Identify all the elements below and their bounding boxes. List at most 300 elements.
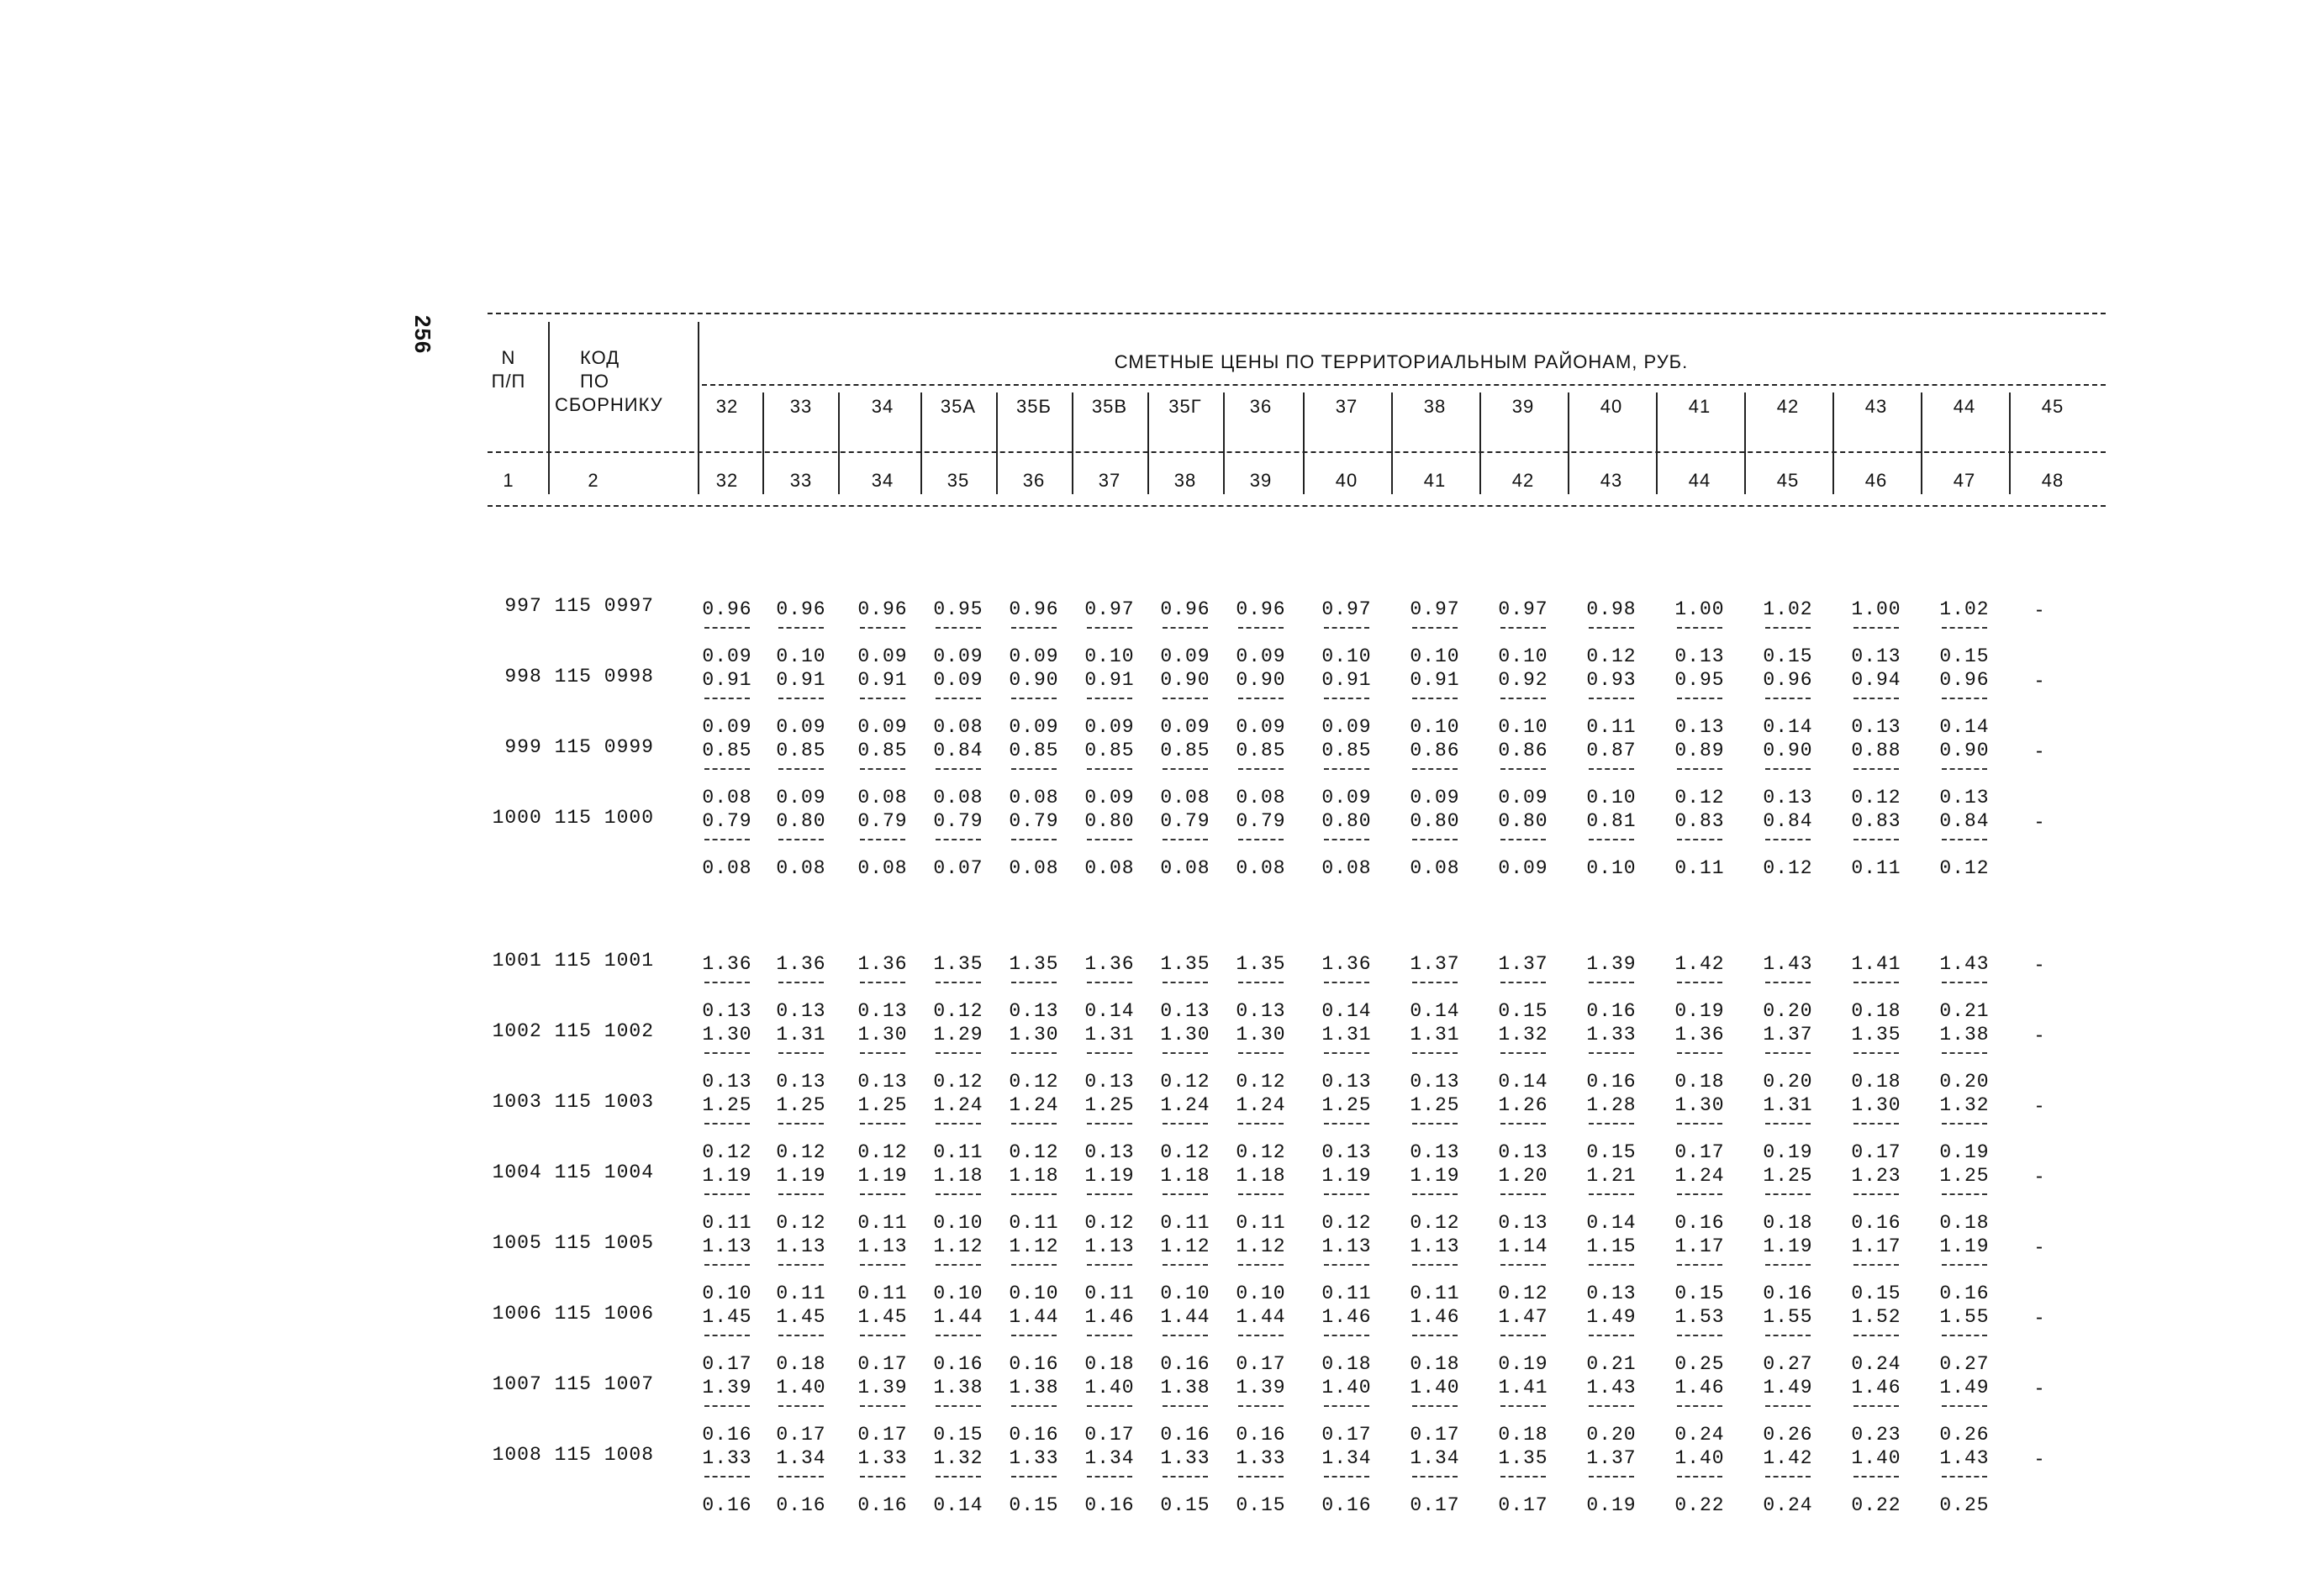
price-value: 1.33 xyxy=(1236,1447,1286,1469)
fraction-bar xyxy=(778,982,824,983)
district-header: 43 xyxy=(1864,396,1888,417)
price-value: 0.85 xyxy=(1160,740,1210,761)
fraction-bar xyxy=(1765,698,1811,699)
divisor-value: 0.13 xyxy=(1498,1212,1548,1234)
divisor-value: 0.12 xyxy=(1939,857,1990,879)
fraction-bar xyxy=(778,1123,824,1125)
divisor-value: 0.09 xyxy=(1321,787,1372,809)
column-number: 45 xyxy=(1776,470,1800,491)
fraction-bar xyxy=(778,698,824,699)
price-value: 1.36 xyxy=(1084,953,1135,975)
price-value: 0.85 xyxy=(1084,740,1135,761)
divisor-value: 0.17 xyxy=(1236,1353,1286,1375)
divisor-value: 0.12 xyxy=(1763,857,1813,879)
district-header: 44 xyxy=(1953,396,1976,417)
divisor-value: 0.15 xyxy=(933,1424,983,1446)
district-header: 34 xyxy=(871,396,894,417)
price-value: 1.33 xyxy=(1160,1447,1210,1469)
divisor-value: 0.09 xyxy=(1084,787,1135,809)
fraction-bar xyxy=(1163,1264,1208,1266)
divisor-value: 0.18 xyxy=(1851,1071,1901,1093)
column-number: 33 xyxy=(789,470,813,491)
fraction-bar xyxy=(1765,1052,1811,1054)
price-value: 1.19 xyxy=(1084,1165,1135,1187)
price-value: 1.31 xyxy=(1763,1094,1813,1116)
price-value: 0.85 xyxy=(1236,740,1286,761)
price-value: 1.35 xyxy=(1498,1447,1548,1469)
price-value: 1.33 xyxy=(1009,1447,1059,1469)
divisor-value: 0.14 xyxy=(1498,1071,1548,1093)
divisor-value: 0.15 xyxy=(1939,645,1990,667)
price-value: 1.12 xyxy=(1236,1235,1286,1257)
fraction-bar xyxy=(1011,768,1057,770)
price-value: 1.19 xyxy=(1410,1165,1460,1187)
fraction-bar xyxy=(1765,839,1811,840)
price-value: 1.12 xyxy=(1009,1235,1059,1257)
price-value: 1.35 xyxy=(1851,1024,1901,1046)
price-value: 1.30 xyxy=(1674,1094,1725,1116)
column-number: 39 xyxy=(1249,470,1273,491)
price-value: 0.91 xyxy=(776,669,826,691)
fraction-bar xyxy=(1087,1476,1132,1477)
divisor-value: 0.10 xyxy=(776,645,826,667)
price-value: 0.85 xyxy=(776,740,826,761)
fraction-bar xyxy=(704,768,750,770)
district-header: 37 xyxy=(1335,396,1358,417)
fraction-bar xyxy=(860,627,905,629)
divisor-value: 0.15 xyxy=(1009,1494,1059,1516)
divisor-value: 0.12 xyxy=(776,1141,826,1163)
divisor-value: 0.16 xyxy=(776,1494,826,1516)
price-value: 1.31 xyxy=(776,1024,826,1046)
price-value: 0.97 xyxy=(1498,598,1548,620)
price-value: 1.13 xyxy=(1410,1235,1460,1257)
price-value: 1.40 xyxy=(1321,1377,1372,1398)
fraction-bar xyxy=(860,1052,905,1054)
divisor-value: 0.10 xyxy=(1498,645,1548,667)
column-number: 41 xyxy=(1423,470,1447,491)
divisor-value: 0.15 xyxy=(1160,1494,1210,1516)
fraction-bar xyxy=(936,698,981,699)
divisor-value: 0.09 xyxy=(1236,645,1286,667)
divisor-value: 0.11 xyxy=(1160,1212,1210,1234)
price-value: 1.15 xyxy=(1586,1235,1637,1257)
row-end-mark: - xyxy=(2036,1447,2043,1470)
price-value: 0.96 xyxy=(1236,598,1286,620)
row-end-mark: - xyxy=(2036,669,2043,692)
fraction-bar xyxy=(860,768,905,770)
fraction-bar xyxy=(860,839,905,840)
fraction-bar xyxy=(1500,627,1546,629)
row-code: 1001 115 1001 xyxy=(492,950,654,972)
divisor-value: 0.11 xyxy=(1586,716,1637,738)
fraction-bar xyxy=(936,1052,981,1054)
fraction-bar xyxy=(1412,1052,1458,1054)
price-value: 1.36 xyxy=(857,953,908,975)
price-value: 0.85 xyxy=(1009,740,1059,761)
divisor-value: 0.16 xyxy=(1160,1353,1210,1375)
price-value: 0.79 xyxy=(1236,810,1286,832)
fraction-bar xyxy=(936,1405,981,1407)
fraction-bar xyxy=(860,698,905,699)
price-value: 0.97 xyxy=(1321,598,1372,620)
fraction-bar xyxy=(1163,1052,1208,1054)
divisor-value: 0.11 xyxy=(1674,857,1725,879)
divisor-value: 0.15 xyxy=(1586,1141,1637,1163)
price-value: 1.44 xyxy=(1160,1306,1210,1328)
district-header: 35А xyxy=(940,396,977,417)
price-value: 1.33 xyxy=(702,1447,752,1469)
price-value: 1.34 xyxy=(776,1447,826,1469)
fraction-bar xyxy=(704,1193,750,1195)
district-header: 45 xyxy=(2041,396,2064,417)
fraction-bar xyxy=(936,1335,981,1336)
price-value: 0.90 xyxy=(1763,740,1813,761)
fraction-bar xyxy=(1853,1264,1899,1266)
fraction-bar xyxy=(1589,1335,1634,1336)
divisor-value: 0.12 xyxy=(1236,1071,1286,1093)
fraction-bar xyxy=(1412,698,1458,699)
fraction-bar xyxy=(1412,1335,1458,1336)
divisor-value: 0.14 xyxy=(1410,1000,1460,1022)
fraction-bar xyxy=(1500,1335,1546,1336)
divisor-value: 0.16 xyxy=(1009,1424,1059,1446)
fraction-bar xyxy=(1238,1123,1284,1125)
fraction-bar xyxy=(860,1335,905,1336)
divisor-value: 0.08 xyxy=(1009,857,1059,879)
row-code: 997 115 0997 xyxy=(504,595,654,617)
price-value: 1.18 xyxy=(1160,1165,1210,1187)
divisor-value: 0.16 xyxy=(1586,1000,1637,1022)
fraction-bar xyxy=(1324,982,1369,983)
fraction-bar xyxy=(1765,1335,1811,1336)
fraction-bar xyxy=(1677,839,1722,840)
price-value: 0.87 xyxy=(1586,740,1637,761)
divisor-value: 0.09 xyxy=(702,716,752,738)
divisor-value: 0.16 xyxy=(857,1494,908,1516)
fraction-bar xyxy=(936,1193,981,1195)
fraction-bar xyxy=(1853,1193,1899,1195)
fraction-bar xyxy=(1765,1476,1811,1477)
price-value: 0.91 xyxy=(1084,669,1135,691)
fraction-bar xyxy=(1500,1193,1546,1195)
divisor-value: 0.27 xyxy=(1763,1353,1813,1375)
price-value: 1.21 xyxy=(1586,1165,1637,1187)
fraction-bar xyxy=(1500,1476,1546,1477)
column-number: 46 xyxy=(1864,470,1888,491)
price-value: 1.39 xyxy=(857,1377,908,1398)
divisor-value: 0.10 xyxy=(1321,645,1372,667)
fraction-bar xyxy=(1765,1405,1811,1407)
price-value: 0.83 xyxy=(1851,810,1901,832)
fraction-bar xyxy=(1589,698,1634,699)
fraction-bar xyxy=(1163,1193,1208,1195)
divisor-value: 0.22 xyxy=(1674,1494,1725,1516)
price-value: 0.85 xyxy=(857,740,908,761)
fraction-bar xyxy=(1011,1335,1057,1336)
divisor-value: 0.21 xyxy=(1939,1000,1990,1022)
divisor-value: 0.18 xyxy=(1939,1212,1990,1234)
price-value: 1.18 xyxy=(1236,1165,1286,1187)
fraction-bar xyxy=(1942,982,1987,983)
divisor-value: 0.19 xyxy=(1674,1000,1725,1022)
column-number: 48 xyxy=(2041,470,2064,491)
district-header: 33 xyxy=(789,396,813,417)
row-end-mark: - xyxy=(2036,1377,2043,1399)
fraction-bar xyxy=(1853,839,1899,840)
fraction-bar xyxy=(704,982,750,983)
price-value: 0.84 xyxy=(1763,810,1813,832)
divisor-value: 0.13 xyxy=(1674,716,1725,738)
divisor-value: 0.13 xyxy=(1410,1071,1460,1093)
divisor-value: 0.17 xyxy=(857,1424,908,1446)
fraction-bar xyxy=(1765,768,1811,770)
row-code: 1000 115 1000 xyxy=(492,807,654,829)
divisor-value: 0.13 xyxy=(1321,1141,1372,1163)
fraction-bar xyxy=(860,1193,905,1195)
fraction-bar xyxy=(1324,1052,1369,1054)
divisor-value: 0.08 xyxy=(1160,787,1210,809)
divisor-value: 0.18 xyxy=(1498,1424,1548,1446)
fraction-bar xyxy=(1853,698,1899,699)
fraction-bar xyxy=(1011,1476,1057,1477)
fraction-bar xyxy=(778,1193,824,1195)
fraction-bar xyxy=(1238,1052,1284,1054)
divisor-value: 0.22 xyxy=(1851,1494,1901,1516)
price-value: 1.38 xyxy=(1160,1377,1210,1398)
fraction-bar xyxy=(1238,1193,1284,1195)
fraction-bar xyxy=(778,768,824,770)
divisor-value: 0.18 xyxy=(1410,1353,1460,1375)
price-value: 0.95 xyxy=(1674,669,1725,691)
row-code: 1007 115 1007 xyxy=(492,1373,654,1395)
fraction-bar xyxy=(1087,982,1132,983)
fraction-bar xyxy=(1500,982,1546,983)
divisor-value: 0.08 xyxy=(702,787,752,809)
fraction-bar xyxy=(936,1123,981,1125)
divisor-value: 0.17 xyxy=(776,1424,826,1446)
district-header: 32 xyxy=(715,396,739,417)
divisor-value: 0.10 xyxy=(1009,1283,1059,1304)
fraction-bar xyxy=(1500,698,1546,699)
price-value: 1.19 xyxy=(776,1165,826,1187)
price-value: 1.47 xyxy=(1498,1306,1548,1328)
divisor-value: 0.13 xyxy=(1009,1000,1059,1022)
fraction-bar xyxy=(936,839,981,840)
price-value: 0.94 xyxy=(1851,669,1901,691)
price-value: 1.49 xyxy=(1939,1377,1990,1398)
divisor-value: 0.12 xyxy=(1160,1141,1210,1163)
price-value: 1.37 xyxy=(1586,1447,1637,1469)
divisor-value: 0.09 xyxy=(702,645,752,667)
fraction-bar xyxy=(1011,839,1057,840)
divisor-value: 0.09 xyxy=(1410,787,1460,809)
fraction-bar xyxy=(1589,1405,1634,1407)
row-code: 1006 115 1006 xyxy=(492,1303,654,1325)
divisor-value: 0.16 xyxy=(1939,1283,1990,1304)
divisor-value: 0.10 xyxy=(702,1283,752,1304)
price-value: 0.80 xyxy=(1084,810,1135,832)
fraction-bar xyxy=(1238,1335,1284,1336)
divisor-value: 0.08 xyxy=(1009,787,1059,809)
divisor-value: 0.09 xyxy=(776,787,826,809)
divisor-value: 0.13 xyxy=(702,1071,752,1093)
price-value: 1.38 xyxy=(1009,1377,1059,1398)
divisor-value: 0.09 xyxy=(1084,716,1135,738)
fraction-bar xyxy=(1324,768,1369,770)
fraction-bar xyxy=(1412,1123,1458,1125)
fraction-bar xyxy=(1677,1405,1722,1407)
divisor-value: 0.13 xyxy=(1160,1000,1210,1022)
divisor-value: 0.11 xyxy=(1321,1283,1372,1304)
fraction-bar xyxy=(1942,1335,1987,1336)
price-value: 1.28 xyxy=(1586,1094,1637,1116)
divisor-value: 0.18 xyxy=(1674,1071,1725,1093)
fraction-bar xyxy=(778,1264,824,1266)
price-value: 1.00 xyxy=(1674,598,1725,620)
price-value: 1.44 xyxy=(1009,1306,1059,1328)
divisor-value: 0.21 xyxy=(1586,1353,1637,1375)
divisor-value: 0.17 xyxy=(1410,1494,1460,1516)
district-header: 35Г xyxy=(1168,396,1202,417)
district-header: 35В xyxy=(1091,396,1128,417)
price-value: 0.96 xyxy=(1939,669,1990,691)
divisor-value: 0.16 xyxy=(1763,1283,1813,1304)
price-value: 1.31 xyxy=(1084,1024,1135,1046)
price-value: 1.40 xyxy=(776,1377,826,1398)
price-value: 1.25 xyxy=(1939,1165,1990,1187)
divisor-value: 0.15 xyxy=(1763,645,1813,667)
fraction-bar xyxy=(1589,839,1634,840)
price-value: 1.25 xyxy=(1084,1094,1135,1116)
divisor-value: 0.15 xyxy=(1851,1283,1901,1304)
column-number: 1 xyxy=(503,470,514,491)
price-value: 0.91 xyxy=(857,669,908,691)
divisor-value: 0.18 xyxy=(1851,1000,1901,1022)
divisor-value: 0.10 xyxy=(933,1212,983,1234)
divisor-value: 0.09 xyxy=(1321,716,1372,738)
price-value: 1.45 xyxy=(857,1306,908,1328)
divisor-value: 0.13 xyxy=(1939,787,1990,809)
fraction-bar xyxy=(1238,768,1284,770)
price-value: 0.92 xyxy=(1498,669,1548,691)
divisor-value: 0.16 xyxy=(1236,1424,1286,1446)
price-value: 0.83 xyxy=(1674,810,1725,832)
price-value: 0.90 xyxy=(1236,669,1286,691)
price-value: 1.24 xyxy=(1160,1094,1210,1116)
price-value: 1.40 xyxy=(1410,1377,1460,1398)
column-number: 43 xyxy=(1600,470,1623,491)
fraction-bar xyxy=(860,1476,905,1477)
divisor-value: 0.09 xyxy=(1160,645,1210,667)
price-value: 1.30 xyxy=(1236,1024,1286,1046)
page-number: 256 xyxy=(410,315,435,355)
divisor-value: 0.23 xyxy=(1851,1424,1901,1446)
fraction-bar xyxy=(1412,1193,1458,1195)
price-value: 1.43 xyxy=(1763,953,1813,975)
fraction-bar xyxy=(1853,768,1899,770)
fraction-bar xyxy=(1677,1193,1722,1195)
divisor-value: 0.13 xyxy=(702,1000,752,1022)
price-value: 1.12 xyxy=(933,1235,983,1257)
fraction-bar xyxy=(704,1335,750,1336)
divisor-value: 0.17 xyxy=(1410,1424,1460,1446)
fraction-bar xyxy=(1163,839,1208,840)
fraction-bar xyxy=(1324,1264,1369,1266)
price-value: 0.80 xyxy=(1498,810,1548,832)
divisor-value: 0.10 xyxy=(1586,787,1637,809)
divisor-value: 0.12 xyxy=(1009,1141,1059,1163)
divisor-value: 0.14 xyxy=(1321,1000,1372,1022)
price-value: 1.17 xyxy=(1851,1235,1901,1257)
price-value: 1.26 xyxy=(1498,1094,1548,1116)
column-number: 47 xyxy=(1953,470,1976,491)
divisor-value: 0.16 xyxy=(1851,1212,1901,1234)
fraction-bar xyxy=(1853,1335,1899,1336)
fraction-bar xyxy=(1324,1193,1369,1195)
column-number: 36 xyxy=(1022,470,1046,491)
fraction-bar xyxy=(936,627,981,629)
price-value: 1.37 xyxy=(1410,953,1460,975)
divisor-value: 0.10 xyxy=(933,1283,983,1304)
district-header: 41 xyxy=(1688,396,1711,417)
divisor-value: 0.20 xyxy=(1586,1424,1637,1446)
fraction-bar xyxy=(1087,1264,1132,1266)
fraction-bar xyxy=(1238,1405,1284,1407)
price-value: 1.14 xyxy=(1498,1235,1548,1257)
price-value: 1.36 xyxy=(776,953,826,975)
fraction-bar xyxy=(1087,1123,1132,1125)
fraction-bar xyxy=(1011,982,1057,983)
fraction-bar xyxy=(1677,1264,1722,1266)
price-value: 1.46 xyxy=(1410,1306,1460,1328)
price-value: 1.34 xyxy=(1410,1447,1460,1469)
fraction-bar xyxy=(1412,768,1458,770)
price-value: 1.35 xyxy=(1236,953,1286,975)
fraction-bar xyxy=(1677,1476,1722,1477)
price-value: 1.55 xyxy=(1763,1306,1813,1328)
fraction-bar xyxy=(860,982,905,983)
price-value: 1.02 xyxy=(1763,598,1813,620)
divisor-value: 0.12 xyxy=(1009,1071,1059,1093)
divisor-value: 0.09 xyxy=(857,645,908,667)
divisor-value: 0.12 xyxy=(1586,645,1637,667)
price-value: 1.19 xyxy=(1321,1165,1372,1187)
district-header: 40 xyxy=(1600,396,1623,417)
price-value: 1.46 xyxy=(1321,1306,1372,1328)
fraction-bar xyxy=(1589,768,1634,770)
fraction-bar xyxy=(1500,1264,1546,1266)
fraction-bar xyxy=(1324,627,1369,629)
header-n: N xyxy=(501,347,516,368)
price-value: 0.86 xyxy=(1498,740,1548,761)
fraction-bar xyxy=(1942,698,1987,699)
divisor-value: 0.12 xyxy=(1498,1283,1548,1304)
price-value: 1.35 xyxy=(1160,953,1210,975)
fraction-bar xyxy=(1163,627,1208,629)
divisor-value: 0.15 xyxy=(1498,1000,1548,1022)
fraction-bar xyxy=(1677,1335,1722,1336)
fraction-bar xyxy=(1412,627,1458,629)
price-value: 0.96 xyxy=(1009,598,1059,620)
divisor-value: 0.17 xyxy=(1084,1424,1135,1446)
divisor-value: 0.12 xyxy=(1321,1212,1372,1234)
price-value: 0.84 xyxy=(933,740,983,761)
price-value: 1.00 xyxy=(1851,598,1901,620)
divisor-value: 0.09 xyxy=(1160,716,1210,738)
price-value: 1.19 xyxy=(702,1165,752,1187)
price-value: 1.36 xyxy=(702,953,752,975)
